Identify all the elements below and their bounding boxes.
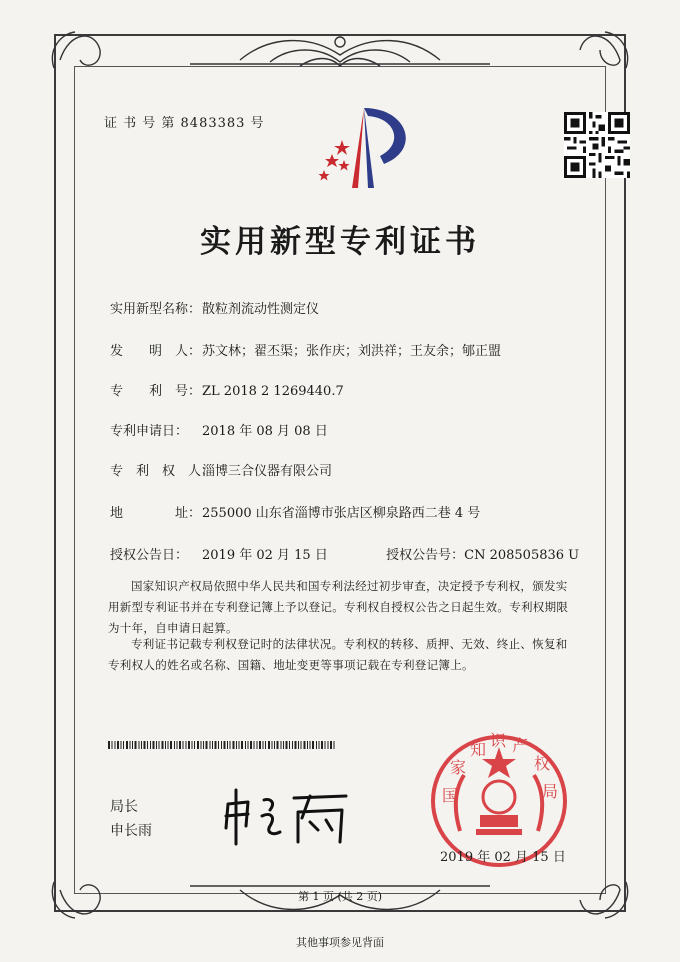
field-application-date bbox=[110, 420, 328, 439]
field-label: 专 利 权 人： bbox=[110, 464, 215, 479]
field-address bbox=[110, 502, 480, 521]
qr-code[interactable] bbox=[564, 112, 630, 178]
field-value: 2018 年 08 月 08 日 bbox=[202, 424, 328, 439]
field-grant bbox=[110, 544, 579, 563]
svg-text:国: 国 bbox=[442, 786, 459, 805]
svg-text:产: 产 bbox=[512, 736, 529, 755]
handwritten-signature bbox=[214, 782, 364, 852]
seal-date: 2019 年 02 月 15 日 bbox=[440, 850, 566, 865]
field-label: 专 利 号： bbox=[110, 384, 202, 399]
certificate-number: 证 书 号 第 8483383 号 bbox=[104, 116, 265, 131]
field-patent-number bbox=[110, 380, 344, 399]
field-value: 散粒剂流动性测定仪 bbox=[202, 302, 320, 317]
field-value: 苏文林；翟丕渠；张作庆；刘洪祥；王友余；郇正盟 bbox=[202, 344, 502, 359]
field-label: 实用新型名称： bbox=[110, 302, 202, 317]
field-label: 发 明 人： bbox=[110, 344, 202, 359]
field-utility-name bbox=[110, 298, 319, 317]
barcode bbox=[108, 741, 336, 749]
signatory-name: 申长雨 bbox=[110, 823, 152, 839]
field-label: 地 址： bbox=[110, 506, 202, 521]
grant-number-label: 授权公告号： bbox=[386, 548, 465, 563]
grant-number-value: CN 208505836 U bbox=[464, 548, 580, 563]
top-ornament bbox=[40, 20, 640, 80]
svg-text:局: 局 bbox=[542, 782, 559, 801]
signatory-title: 局长 bbox=[110, 799, 138, 815]
patent-office-logo bbox=[312, 104, 422, 194]
svg-text:识: 识 bbox=[490, 731, 507, 750]
certificate-title: 实用新型专利证书 bbox=[200, 224, 480, 260]
footer-note: 其他事项参见背面 bbox=[296, 936, 384, 949]
field-inventors bbox=[110, 340, 501, 359]
field-value: 淄博三合仪器有限公司 bbox=[202, 464, 333, 479]
body-paragraph-2: 专利证书记载专利权登记时的法律状况。专利权的转移、质押、无效、终止、恢复和专利权人的姓名或名称、国籍、地址变更等事项记载在专利登记簿上。 bbox=[108, 637, 568, 672]
svg-text:权: 权 bbox=[534, 754, 551, 773]
field-value: 255000 山东省淄博市张店区柳泉路西二巷 4 号 bbox=[202, 506, 481, 521]
grant-date-label: 授权公告日： bbox=[110, 548, 189, 563]
svg-text:家: 家 bbox=[450, 758, 467, 777]
field-value: ZL 2018 2 1269440.7 bbox=[202, 384, 344, 399]
grant-date-value: 2019 年 02 月 15 日 bbox=[202, 548, 328, 563]
field-patentee bbox=[110, 460, 332, 479]
page-number: 第 1 页 (共 2 页) bbox=[297, 890, 383, 903]
body-paragraph-1: 国家知识产权局依照中华人民共和国专利法经过初步审查，决定授予专利权，颁发实用新型专利证书并在专利登记簿上予以登记。专利权自授权公告之日起生效。专利权期限为十年，自申请日起算。 bbox=[108, 579, 569, 635]
svg-text:知: 知 bbox=[470, 740, 487, 759]
field-label: 专利申请日： bbox=[110, 424, 189, 439]
